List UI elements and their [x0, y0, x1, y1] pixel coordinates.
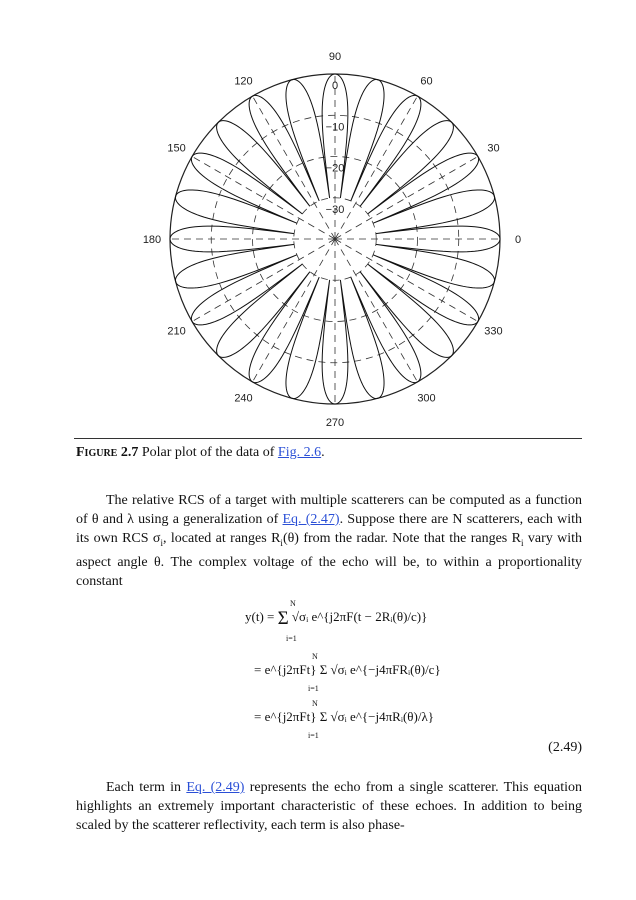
angle-label-120: 120: [234, 75, 253, 88]
radial-label-2: −20: [325, 162, 345, 175]
eq-line-1: √σᵢ e^{j2πF(t − 2Rᵢ(θ)/c)}: [291, 609, 428, 624]
caption-text: Polar plot of the data of: [141, 445, 275, 460]
radial-label-1: −10: [325, 121, 345, 134]
eq-2-49-link[interactable]: Eq. (2.49): [186, 780, 245, 795]
radial-label-0: 0: [331, 80, 339, 92]
eq-upper-2: N: [312, 652, 318, 661]
eq-2-47-link[interactable]: Eq. (2.47): [282, 512, 340, 527]
caption-end: .: [321, 445, 325, 460]
angle-label-330: 330: [484, 325, 503, 338]
angle-label-300: 300: [417, 392, 436, 405]
radial-label-3: −30: [325, 203, 345, 216]
eq-lower-1: i=1: [286, 634, 297, 643]
eq-lower-2: i=1: [308, 684, 319, 693]
caption-label: Figure 2.7: [76, 445, 139, 460]
caption-rule: [74, 438, 582, 439]
para1-text-2: . Suppose there are N scatterers, each with its own RCS σ: [76, 512, 583, 546]
para1-text-5: vary with aspect angle θ. The complex voltage of the echo will be, to within a proportionality constant: [76, 531, 583, 589]
angle-label-60: 60: [420, 75, 433, 88]
equation-number: (2.49): [548, 740, 582, 755]
polar-labels: [143, 51, 521, 429]
angle-label-30: 30: [487, 142, 500, 155]
caption-figure-link[interactable]: Fig. 2.6: [277, 445, 322, 460]
angle-label-90: 90: [328, 51, 342, 63]
angle-label-210: 210: [167, 325, 186, 338]
paragraph-1: The relative RCS of a target with multiple scatterers can be computed as a function of θ and λ using a generalization of Eq. (2.47). Suppose there are N scatterers, each with its own RCS $\sigma_i$, located at ranges $R_i(\theta)$ from the radar. Note that the ranges $R_i$ vary with aspect angle θ. The complex voltage of the echo will be, to within a proportionality constant: [76, 493, 583, 589]
equation-line-2: = e^{j2πFt} Σ √σᵢ e^{−j4πFRᵢ(θ)/c}: [254, 662, 441, 677]
eq-lower-3: i=1: [308, 731, 319, 740]
para1-text-3: , located at ranges R: [163, 531, 281, 546]
polar-rcs-plot: [128, 44, 548, 456]
equation-line-1: y(t) = Σ √σᵢ e^{j2πF(t − 2Rᵢ(θ)/c)}: [245, 608, 428, 629]
eq-upper-1: N: [290, 599, 296, 608]
paragraph-2: [76, 778, 582, 835]
angle-label-180: 180: [142, 234, 162, 246]
para2-text-2: represents the echo from a single scatterer. This equation highlights an extremely important characteristic of these echoes. In addition to being scaled by the scatterer reflectivity, each term is also phase-: [76, 780, 582, 833]
figure-caption: [76, 445, 325, 461]
para1-text-1: The relative RCS of a target with multiple scatterers can be computed as a function of θ and λ using a generalization of: [76, 493, 582, 527]
eq-lhs: y(t) =: [245, 609, 275, 624]
para1-text-4: (θ) from the radar. Note that the ranges R: [282, 531, 521, 546]
eq-upper-3: N: [312, 699, 318, 708]
angle-label-270: 270: [325, 417, 345, 429]
angle-label-0: 0: [514, 234, 522, 246]
angle-label-240: 240: [234, 392, 253, 405]
para2-text-1: Each term in: [106, 780, 182, 795]
equation-line-3: = e^{j2πFt} Σ √σᵢ e^{−j4πRᵢ(θ)/λ}: [254, 709, 434, 724]
angle-label-150: 150: [167, 142, 186, 155]
